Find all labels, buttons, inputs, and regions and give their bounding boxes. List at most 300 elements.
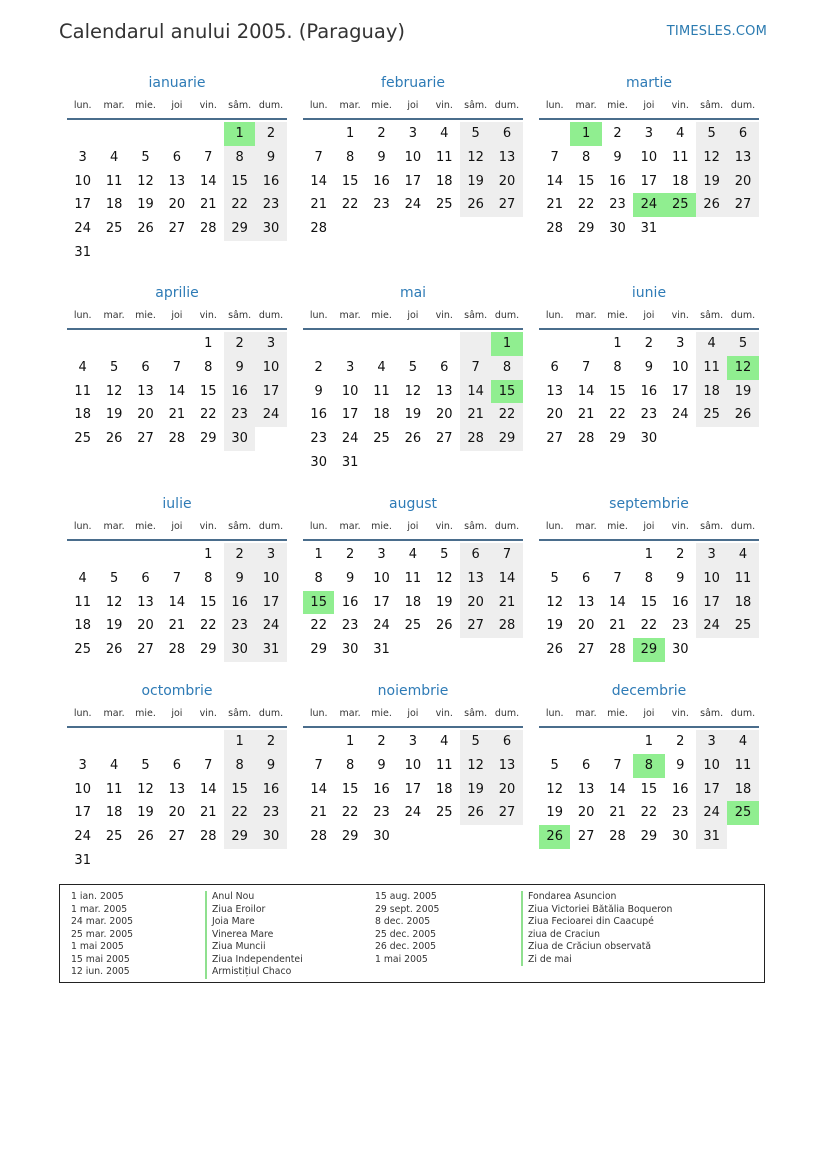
day-cell[interactable]: 25 <box>696 403 727 427</box>
day-cell[interactable]: 8 <box>633 754 664 778</box>
day-cell[interactable]: 17 <box>696 591 727 615</box>
day-cell[interactable]: 29 <box>633 638 664 662</box>
day-cell[interactable]: 28 <box>491 614 522 638</box>
day-cell[interactable]: 14 <box>491 567 522 591</box>
day-cell[interactable]: 7 <box>204 757 213 773</box>
day-cell[interactable]: 25 <box>105 221 123 237</box>
day-cell[interactable]: 8 <box>224 754 255 778</box>
day-cell[interactable]: 13 <box>435 383 453 399</box>
day-cell[interactable]: 21 <box>609 618 626 634</box>
day-cell[interactable]: 23 <box>671 618 689 634</box>
day-cell[interactable]: 10 <box>341 383 359 399</box>
day-cell[interactable]: 22 <box>199 407 217 423</box>
day-cell[interactable]: 22 <box>224 193 255 217</box>
day-cell[interactable]: 17 <box>640 173 658 189</box>
day-cell[interactable]: 27 <box>137 431 154 447</box>
day-cell[interactable]: 2 <box>676 547 685 562</box>
day-cell[interactable]: 10 <box>696 567 727 591</box>
day-cell[interactable]: 11 <box>74 383 91 399</box>
day-cell[interactable]: 29 <box>491 427 522 451</box>
day-cell[interactable]: 11 <box>671 149 689 165</box>
day-cell[interactable]: 19 <box>546 805 563 821</box>
day-cell[interactable]: 16 <box>671 781 689 797</box>
day-cell[interactable]: 17 <box>74 805 91 821</box>
day-cell[interactable]: 4 <box>727 543 758 567</box>
day-cell[interactable]: 17 <box>255 380 286 404</box>
day-cell[interactable]: 20 <box>460 591 491 615</box>
day-cell[interactable]: 9 <box>314 383 323 399</box>
day-cell[interactable]: 19 <box>460 170 491 194</box>
day-cell[interactable]: 8 <box>581 149 591 165</box>
day-cell[interactable]: 15 <box>199 383 217 399</box>
day-cell[interactable]: 17 <box>341 407 359 423</box>
day-cell[interactable]: 25 <box>105 829 123 845</box>
day-cell[interactable]: 10 <box>255 356 286 380</box>
day-cell[interactable]: 7 <box>314 757 323 773</box>
day-cell[interactable]: 18 <box>105 197 123 213</box>
day-cell[interactable]: 6 <box>491 122 522 146</box>
day-cell[interactable]: 10 <box>404 757 422 773</box>
day-cell[interactable]: 3 <box>345 359 355 375</box>
day-cell[interactable]: 2 <box>224 332 255 356</box>
day-cell[interactable]: 14 <box>609 594 626 610</box>
day-cell[interactable]: 15 <box>341 781 359 797</box>
day-cell[interactable]: 25 <box>373 431 390 447</box>
day-cell[interactable]: 26 <box>137 829 154 845</box>
day-cell[interactable]: 14 <box>199 173 217 189</box>
day-cell[interactable]: 22 <box>310 618 327 634</box>
day-cell[interactable]: 22 <box>491 403 522 427</box>
day-cell[interactable]: 6 <box>581 757 591 773</box>
day-cell[interactable]: 22 <box>640 618 658 634</box>
day-cell[interactable]: 4 <box>727 730 758 754</box>
day-cell[interactable]: 6 <box>491 730 522 754</box>
day-cell[interactable]: 9 <box>377 757 386 773</box>
day-cell[interactable]: 28 <box>609 829 626 845</box>
day-cell[interactable]: 31 <box>696 825 727 849</box>
day-cell[interactable]: 18 <box>671 173 689 189</box>
day-cell[interactable]: 24 <box>404 197 422 213</box>
day-cell[interactable]: 19 <box>105 618 123 634</box>
day-cell[interactable]: 20 <box>577 618 595 634</box>
day-cell[interactable]: 18 <box>727 778 758 802</box>
day-cell[interactable]: 3 <box>696 543 727 567</box>
day-cell[interactable]: 17 <box>373 594 390 610</box>
day-cell[interactable]: 1 <box>224 730 255 754</box>
brand-logo[interactable]: TIMESLES.COM <box>666 24 767 39</box>
day-cell[interactable]: 23 <box>255 193 286 217</box>
day-cell[interactable]: 18 <box>727 591 758 615</box>
day-cell[interactable]: 22 <box>341 805 359 821</box>
day-cell[interactable]: 1 <box>644 734 653 749</box>
day-cell[interactable]: 29 <box>224 825 255 849</box>
day-cell[interactable]: 11 <box>74 594 91 610</box>
day-cell[interactable]: 14 <box>546 173 563 189</box>
day-cell[interactable]: 18 <box>435 173 453 189</box>
day-cell[interactable]: 21 <box>577 407 595 423</box>
day-cell[interactable]: 1 <box>345 734 355 749</box>
day-cell[interactable]: 8 <box>314 570 323 586</box>
day-cell[interactable]: 11 <box>435 149 453 165</box>
day-cell[interactable]: 12 <box>105 594 123 610</box>
day-cell[interactable]: 20 <box>435 407 453 423</box>
day-cell[interactable]: 18 <box>105 805 123 821</box>
day-cell[interactable]: 2 <box>224 543 255 567</box>
day-cell[interactable]: 5 <box>550 570 559 586</box>
day-cell[interactable]: 26 <box>460 193 491 217</box>
day-cell[interactable]: 13 <box>168 173 186 189</box>
day-cell[interactable]: 3 <box>408 734 417 749</box>
day-cell[interactable]: 2 <box>314 359 323 375</box>
day-cell[interactable]: 3 <box>377 547 386 562</box>
day-cell[interactable]: 29 <box>609 431 626 447</box>
day-cell[interactable]: 1 <box>570 122 601 146</box>
day-cell[interactable]: 19 <box>137 805 154 821</box>
day-cell[interactable]: 16 <box>224 591 255 615</box>
day-cell[interactable]: 27 <box>435 431 453 447</box>
day-cell[interactable]: 12 <box>435 570 453 586</box>
day-cell[interactable]: 10 <box>74 173 91 189</box>
day-cell[interactable]: 15 <box>224 778 255 802</box>
day-cell[interactable]: 4 <box>408 547 417 562</box>
day-cell[interactable]: 28 <box>168 642 186 658</box>
day-cell[interactable]: 7 <box>314 149 323 165</box>
day-cell[interactable]: 14 <box>609 781 626 797</box>
day-cell[interactable]: 15 <box>491 380 522 404</box>
day-cell[interactable]: 4 <box>109 149 119 165</box>
day-cell[interactable]: 18 <box>373 407 390 423</box>
day-cell[interactable]: 24 <box>341 431 359 447</box>
day-cell[interactable]: 28 <box>199 221 217 237</box>
day-cell[interactable]: 5 <box>141 149 150 165</box>
day-cell[interactable]: 14 <box>310 781 327 797</box>
day-cell[interactable]: 13 <box>491 146 522 170</box>
day-cell[interactable]: 31 <box>341 454 359 470</box>
day-cell[interactable]: 26 <box>105 431 123 447</box>
day-cell[interactable]: 27 <box>546 431 563 447</box>
day-cell[interactable]: 24 <box>255 614 286 638</box>
day-cell[interactable]: 21 <box>199 197 217 213</box>
day-cell[interactable]: 30 <box>671 829 689 845</box>
day-cell[interactable]: 15 <box>199 594 217 610</box>
day-cell[interactable]: 21 <box>168 618 186 634</box>
day-cell[interactable]: 12 <box>460 754 491 778</box>
day-cell[interactable]: 30 <box>255 217 286 241</box>
day-cell[interactable]: 4 <box>78 570 87 586</box>
day-cell[interactable]: 12 <box>546 594 563 610</box>
day-cell[interactable]: 27 <box>168 829 186 845</box>
day-cell[interactable]: 25 <box>727 801 758 825</box>
day-cell[interactable]: 13 <box>137 594 154 610</box>
day-cell[interactable]: 29 <box>577 221 595 237</box>
day-cell[interactable]: 2 <box>613 126 622 141</box>
day-cell[interactable]: 11 <box>727 754 758 778</box>
day-cell[interactable]: 6 <box>141 570 150 586</box>
day-cell[interactable]: 28 <box>609 642 626 658</box>
day-cell[interactable]: 26 <box>404 431 422 447</box>
day-cell[interactable]: 30 <box>671 642 689 658</box>
day-cell[interactable]: 27 <box>727 193 758 217</box>
day-cell[interactable]: 22 <box>199 618 217 634</box>
day-cell[interactable]: 2 <box>345 547 355 562</box>
day-cell[interactable]: 4 <box>440 126 449 141</box>
day-cell[interactable]: 29 <box>224 217 255 241</box>
day-cell[interactable]: 20 <box>491 170 522 194</box>
day-cell[interactable]: 14 <box>168 383 186 399</box>
day-cell[interactable]: 1 <box>204 336 213 351</box>
day-cell[interactable]: 30 <box>224 638 255 662</box>
day-cell[interactable]: 18 <box>74 407 91 423</box>
day-cell[interactable]: 21 <box>546 197 563 213</box>
day-cell[interactable]: 30 <box>341 642 359 658</box>
day-cell[interactable]: 19 <box>460 778 491 802</box>
day-cell[interactable]: 10 <box>404 149 422 165</box>
day-cell[interactable]: 26 <box>727 403 758 427</box>
day-cell[interactable]: 10 <box>255 567 286 591</box>
day-cell[interactable]: 26 <box>435 618 453 634</box>
day-cell[interactable]: 9 <box>644 359 653 375</box>
day-cell[interactable]: 12 <box>546 781 563 797</box>
day-cell[interactable]: 4 <box>377 359 386 375</box>
day-cell[interactable]: 28 <box>310 221 327 237</box>
day-cell[interactable]: 6 <box>460 543 491 567</box>
day-cell[interactable]: 2 <box>676 734 685 749</box>
day-cell[interactable]: 1 <box>491 332 522 356</box>
day-cell[interactable]: 10 <box>671 359 689 375</box>
day-cell[interactable]: 26 <box>696 193 727 217</box>
day-cell[interactable]: 13 <box>546 383 563 399</box>
day-cell[interactable]: 27 <box>491 193 522 217</box>
day-cell[interactable]: 21 <box>491 591 522 615</box>
day-cell[interactable]: 6 <box>141 359 150 375</box>
day-cell[interactable]: 11 <box>105 173 123 189</box>
day-cell[interactable]: 23 <box>224 403 255 427</box>
day-cell[interactable]: 27 <box>137 642 154 658</box>
day-cell[interactable]: 5 <box>440 547 449 562</box>
day-cell[interactable]: 31 <box>373 642 390 658</box>
day-cell[interactable]: 13 <box>727 146 758 170</box>
day-cell[interactable]: 7 <box>460 356 491 380</box>
day-cell[interactable]: 13 <box>577 781 595 797</box>
day-cell[interactable]: 20 <box>137 618 154 634</box>
day-cell[interactable]: 11 <box>404 570 422 586</box>
day-cell[interactable]: 6 <box>727 122 758 146</box>
day-cell[interactable]: 29 <box>199 642 217 658</box>
day-cell[interactable]: 13 <box>491 754 522 778</box>
day-cell[interactable]: 26 <box>460 801 491 825</box>
day-cell[interactable]: 13 <box>460 567 491 591</box>
day-cell[interactable]: 20 <box>491 778 522 802</box>
day-cell[interactable]: 25 <box>727 614 758 638</box>
day-cell[interactable]: 19 <box>404 407 422 423</box>
day-cell[interactable]: 17 <box>404 173 422 189</box>
day-cell[interactable]: 24 <box>373 618 390 634</box>
day-cell[interactable]: 19 <box>105 407 123 423</box>
day-cell[interactable]: 15 <box>224 170 255 194</box>
day-cell[interactable]: 16 <box>310 407 327 423</box>
day-cell[interactable]: 31 <box>640 221 658 237</box>
day-cell[interactable]: 15 <box>640 594 658 610</box>
day-cell[interactable]: 23 <box>373 197 390 213</box>
day-cell[interactable]: 3 <box>676 336 685 351</box>
day-cell[interactable]: 6 <box>581 570 591 586</box>
day-cell[interactable]: 13 <box>168 781 186 797</box>
day-cell[interactable]: 3 <box>78 149 87 165</box>
day-cell[interactable]: 27 <box>491 801 522 825</box>
day-cell[interactable]: 18 <box>696 380 727 404</box>
day-cell[interactable]: 5 <box>727 332 758 356</box>
day-cell[interactable]: 19 <box>435 594 453 610</box>
day-cell[interactable]: 2 <box>377 734 386 749</box>
day-cell[interactable]: 21 <box>609 805 626 821</box>
day-cell[interactable]: 5 <box>550 757 559 773</box>
day-cell[interactable]: 28 <box>546 221 563 237</box>
day-cell[interactable]: 12 <box>696 146 727 170</box>
day-cell[interactable]: 26 <box>105 642 123 658</box>
day-cell[interactable]: 30 <box>310 454 327 470</box>
day-cell[interactable]: 1 <box>314 547 323 562</box>
day-cell[interactable]: 25 <box>404 618 422 634</box>
day-cell[interactable]: 28 <box>168 431 186 447</box>
day-cell[interactable]: 16 <box>373 781 390 797</box>
day-cell[interactable]: 17 <box>74 197 91 213</box>
day-cell[interactable]: 13 <box>577 594 595 610</box>
day-cell[interactable]: 24 <box>671 407 689 423</box>
day-cell[interactable]: 12 <box>137 781 154 797</box>
day-cell[interactable]: 16 <box>640 383 658 399</box>
day-cell[interactable]: 5 <box>460 730 491 754</box>
day-cell[interactable]: 25 <box>435 197 453 213</box>
day-cell[interactable]: 7 <box>204 149 213 165</box>
day-cell[interactable]: 10 <box>696 754 727 778</box>
day-cell[interactable]: 22 <box>224 801 255 825</box>
day-cell[interactable]: 6 <box>172 149 181 165</box>
day-cell[interactable]: 8 <box>345 757 355 773</box>
day-cell[interactable]: 20 <box>137 407 154 423</box>
day-cell[interactable]: 25 <box>435 805 453 821</box>
day-cell[interactable]: 16 <box>255 778 286 802</box>
day-cell[interactable]: 16 <box>255 170 286 194</box>
day-cell[interactable]: 9 <box>255 754 286 778</box>
day-cell[interactable]: 24 <box>696 801 727 825</box>
day-cell[interactable]: 30 <box>373 829 390 845</box>
day-cell[interactable]: 4 <box>78 359 87 375</box>
day-cell[interactable]: 12 <box>105 383 123 399</box>
day-cell[interactable]: 15 <box>303 591 334 615</box>
day-cell[interactable]: 16 <box>224 380 255 404</box>
day-cell[interactable]: 9 <box>676 757 685 773</box>
day-cell[interactable]: 13 <box>137 383 154 399</box>
day-cell[interactable]: 17 <box>696 778 727 802</box>
day-cell[interactable]: 3 <box>255 543 286 567</box>
day-cell[interactable]: 18 <box>74 618 91 634</box>
day-cell[interactable]: 15 <box>577 173 595 189</box>
day-cell[interactable]: 28 <box>460 427 491 451</box>
day-cell[interactable]: 10 <box>373 570 390 586</box>
day-cell[interactable]: 12 <box>727 356 758 380</box>
day-cell[interactable]: 4 <box>109 757 119 773</box>
day-cell[interactable]: 7 <box>172 570 181 586</box>
day-cell[interactable]: 8 <box>491 356 522 380</box>
day-cell[interactable]: 31 <box>74 852 91 868</box>
day-cell[interactable]: 15 <box>640 781 658 797</box>
day-cell[interactable]: 21 <box>460 403 491 427</box>
day-cell[interactable]: 9 <box>224 356 255 380</box>
day-cell[interactable]: 3 <box>696 730 727 754</box>
day-cell[interactable]: 16 <box>671 594 689 610</box>
day-cell[interactable]: 14 <box>168 594 186 610</box>
day-cell[interactable]: 30 <box>609 221 626 237</box>
day-cell[interactable]: 23 <box>609 197 626 213</box>
day-cell[interactable]: 11 <box>105 781 123 797</box>
day-cell[interactable]: 17 <box>255 591 286 615</box>
day-cell[interactable]: 31 <box>255 638 286 662</box>
day-cell[interactable]: 20 <box>168 805 186 821</box>
day-cell[interactable]: 11 <box>696 356 727 380</box>
day-cell[interactable]: 5 <box>460 122 491 146</box>
day-cell[interactable]: 29 <box>310 642 327 658</box>
day-cell[interactable]: 7 <box>491 543 522 567</box>
day-cell[interactable]: 17 <box>671 383 689 399</box>
day-cell[interactable]: 10 <box>74 781 91 797</box>
day-cell[interactable]: 19 <box>727 380 758 404</box>
day-cell[interactable]: 26 <box>546 642 563 658</box>
day-cell[interactable]: 1 <box>224 122 255 146</box>
day-cell[interactable]: 24 <box>255 403 286 427</box>
day-cell[interactable]: 5 <box>696 122 727 146</box>
day-cell[interactable]: 21 <box>310 197 327 213</box>
day-cell[interactable]: 22 <box>341 197 359 213</box>
day-cell[interactable]: 20 <box>577 805 595 821</box>
day-cell[interactable]: 11 <box>373 383 390 399</box>
day-cell[interactable]: 4 <box>440 734 449 749</box>
day-cell[interactable]: 27 <box>577 642 595 658</box>
day-cell[interactable]: 25 <box>74 431 91 447</box>
day-cell[interactable]: 19 <box>546 618 563 634</box>
day-cell[interactable]: 4 <box>676 126 685 141</box>
day-cell[interactable]: 5 <box>109 570 119 586</box>
day-cell[interactable]: 1 <box>345 126 355 141</box>
day-cell[interactable]: 5 <box>109 359 119 375</box>
day-cell[interactable]: 14 <box>199 781 217 797</box>
day-cell[interactable]: 11 <box>435 757 453 773</box>
day-cell[interactable]: 22 <box>640 805 658 821</box>
day-cell[interactable]: 7 <box>613 570 622 586</box>
day-cell[interactable]: 23 <box>341 618 359 634</box>
day-cell[interactable]: 7 <box>581 359 591 375</box>
day-cell[interactable]: 15 <box>341 173 359 189</box>
day-cell[interactable]: 16 <box>609 173 626 189</box>
day-cell[interactable]: 17 <box>404 781 422 797</box>
day-cell[interactable]: 24 <box>74 829 91 845</box>
day-cell[interactable]: 27 <box>577 829 595 845</box>
day-cell[interactable]: 29 <box>341 829 359 845</box>
day-cell[interactable]: 8 <box>345 149 355 165</box>
day-cell[interactable]: 23 <box>224 614 255 638</box>
day-cell[interactable]: 3 <box>644 126 653 141</box>
day-cell[interactable]: 3 <box>408 126 417 141</box>
day-cell[interactable]: 24 <box>74 221 91 237</box>
day-cell[interactable]: 23 <box>671 805 689 821</box>
day-cell[interactable]: 8 <box>204 359 213 375</box>
day-cell[interactable]: 10 <box>640 149 658 165</box>
day-cell[interactable]: 3 <box>78 757 87 773</box>
day-cell[interactable]: 21 <box>168 407 186 423</box>
day-cell[interactable]: 24 <box>633 193 664 217</box>
day-cell[interactable]: 30 <box>224 427 255 451</box>
day-cell[interactable]: 14 <box>577 383 595 399</box>
day-cell[interactable]: 1 <box>644 547 653 562</box>
